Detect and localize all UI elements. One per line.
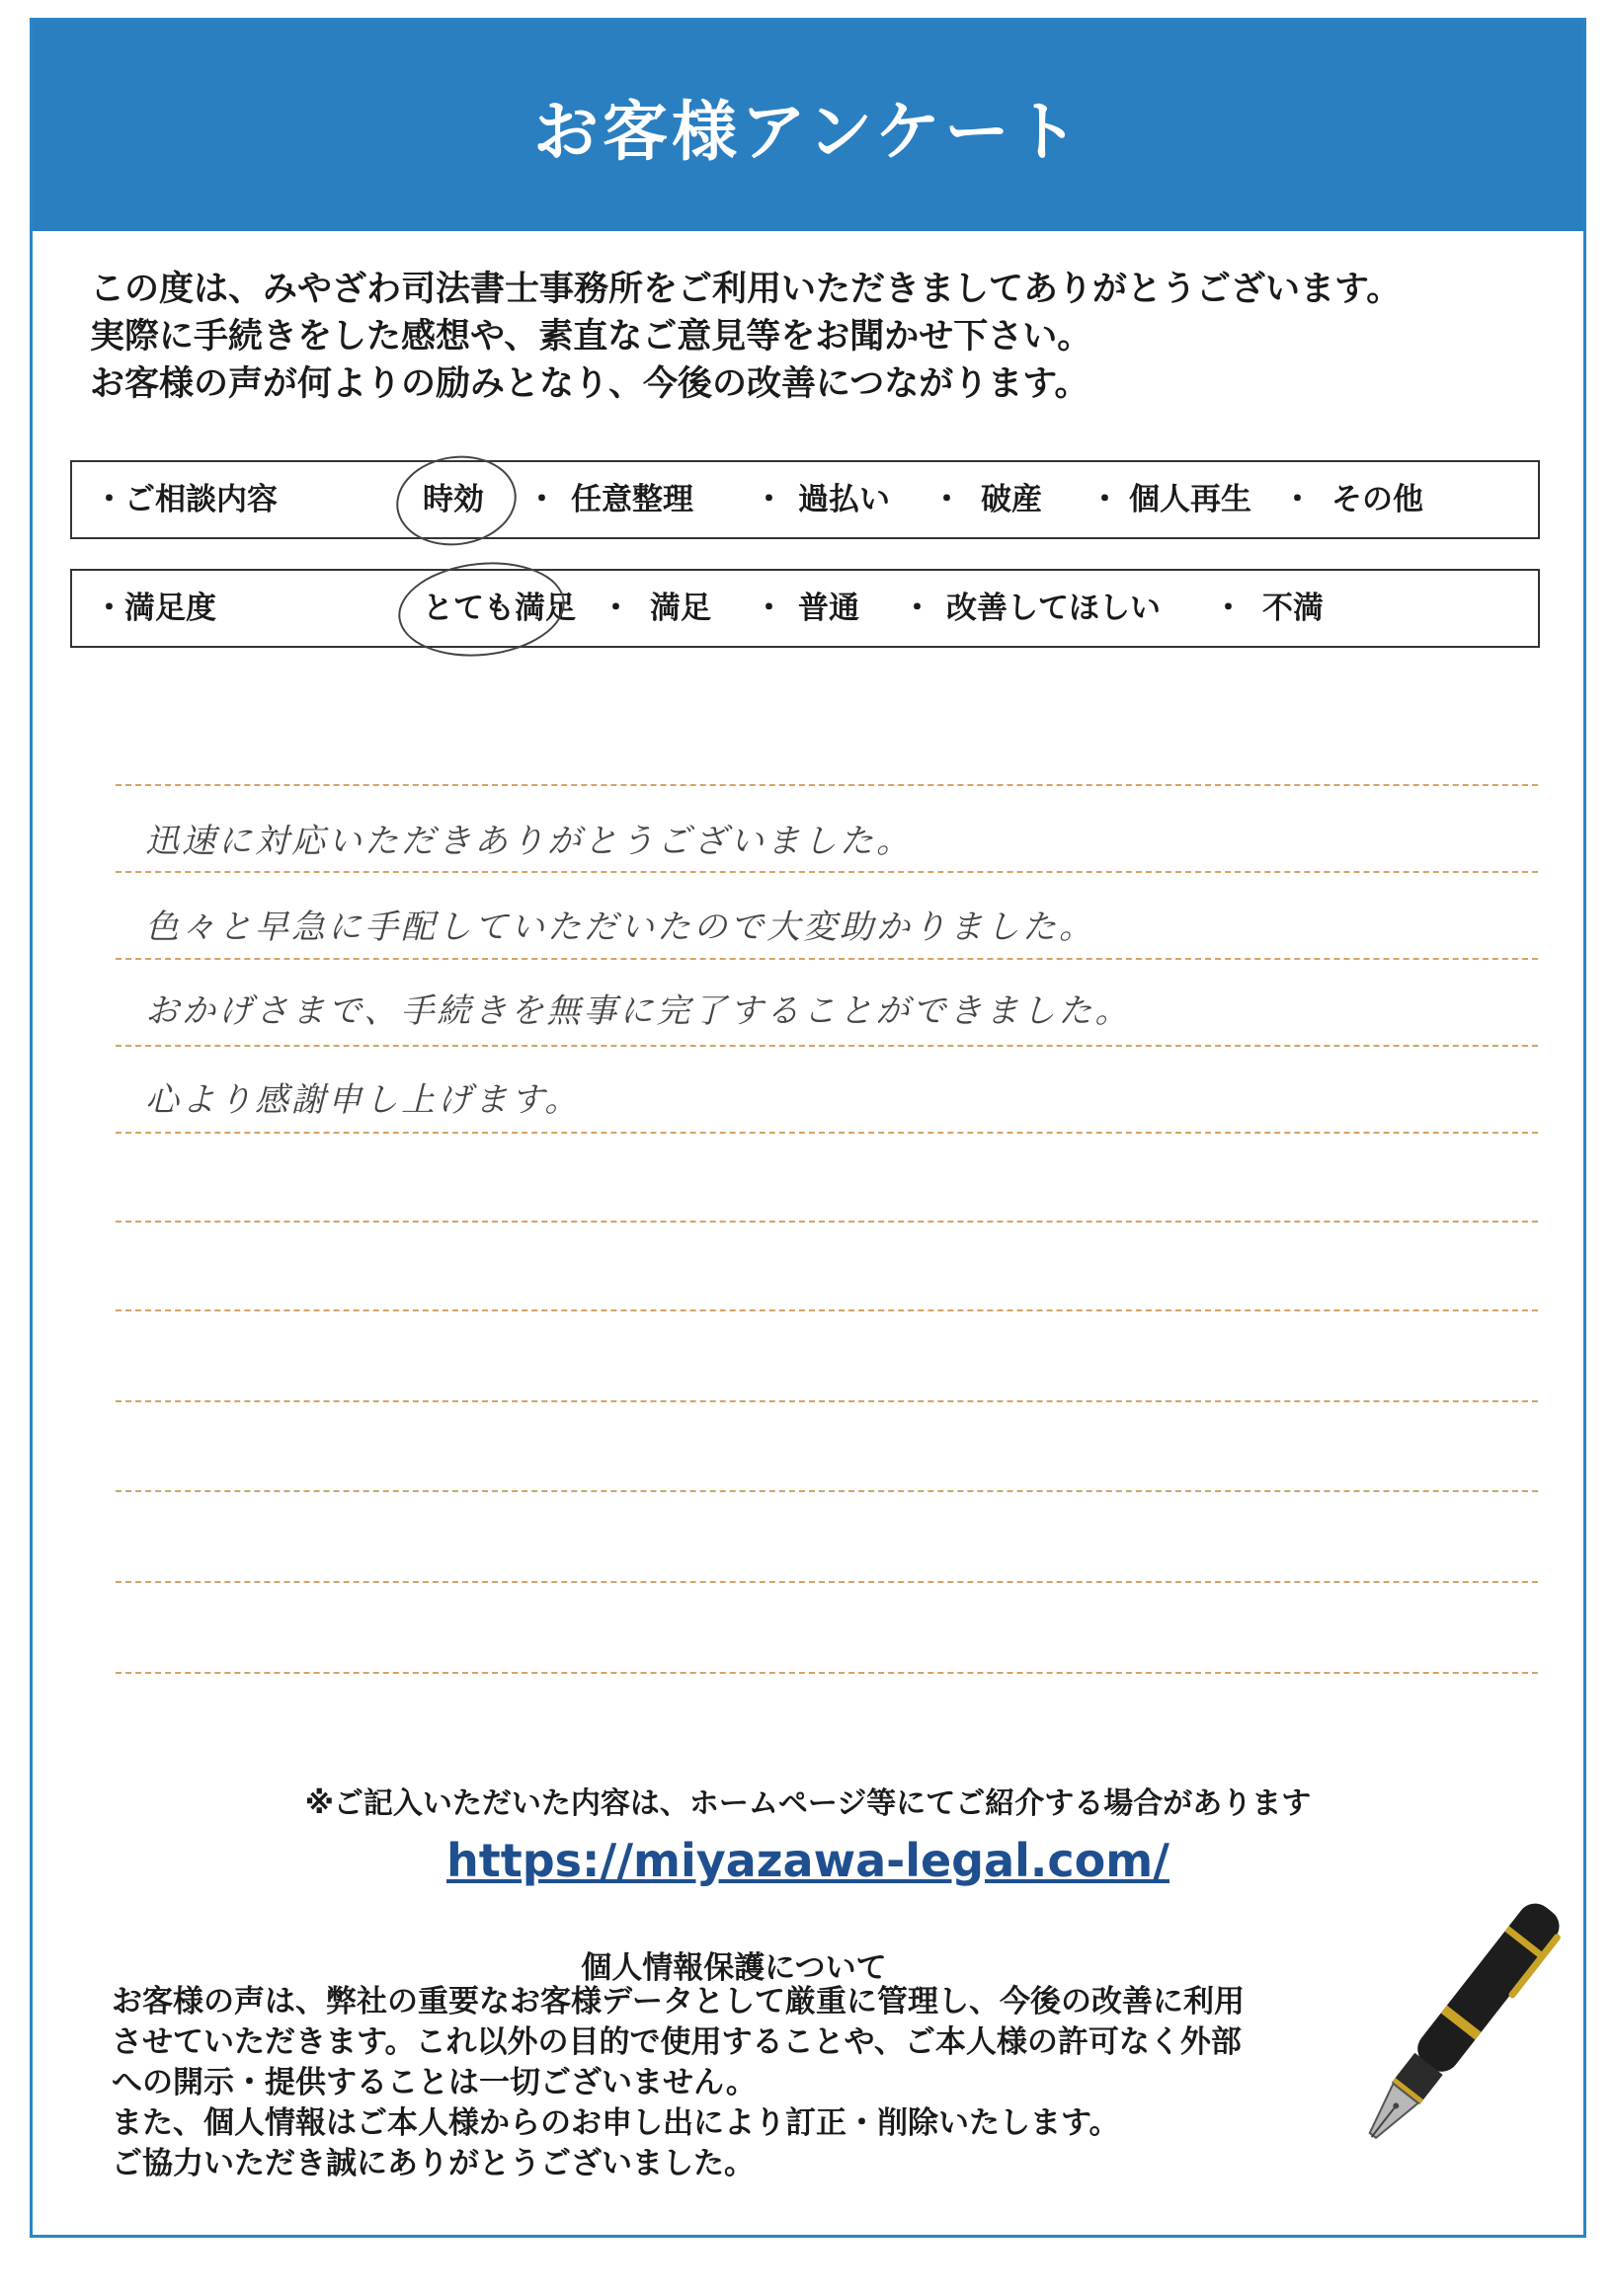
ruled-line: [116, 958, 1538, 960]
ruled-line: [116, 784, 1538, 786]
ruled-line: [116, 1309, 1538, 1311]
ruled-line: [116, 1490, 1538, 1492]
ruled-line: [116, 1132, 1538, 1134]
intro-line: お客様の声が何よりの励みとなり、今後の改善につながります。: [90, 364, 1089, 404]
page-title: お客様アンケート: [532, 94, 1084, 170]
privacy-line: ご協力いただき誠にありがとうございました。: [112, 2146, 755, 2181]
consultation-option[interactable]: 破産: [981, 482, 1042, 517]
satisfaction-label: ・満足度: [94, 591, 216, 626]
handwritten-comment: おかげさまで、手続きを無事に完了することができました。: [145, 991, 1132, 1031]
intro-line: この度は、みやざわ司法書士事務所をご利用いただきましてありがとうございます。: [90, 270, 1402, 309]
satisfaction-option[interactable]: 改善してほしい: [946, 591, 1161, 626]
consultation-option-selected[interactable]: 時効: [423, 482, 484, 517]
ruled-line: [116, 871, 1538, 873]
privacy-text: [112, 1982, 1336, 2184]
separator-dot: ・: [1282, 482, 1313, 517]
privacy-heading: 個人情報保護について: [581, 1950, 887, 1986]
satisfaction-option[interactable]: 不満: [1262, 591, 1324, 626]
separator-dot: ・: [1089, 482, 1120, 517]
hand-drawn-circle-mark: [390, 448, 522, 553]
privacy-line: また、個人情報はご本人様からのお申し出により訂正・削除いたします。: [112, 2105, 1120, 2141]
privacy-line: への開示・提供することは一切ございません。: [112, 2065, 757, 2100]
website-link[interactable]: https://miyazawa-legal.com/: [446, 1834, 1169, 1887]
publication-notice: ※ご記入いただいた内容は、ホームページ等にてご紹介する場合があります: [304, 1786, 1312, 1821]
separator-dot: ・: [754, 591, 784, 626]
consultation-option[interactable]: 個人再生: [1129, 482, 1251, 517]
satisfaction-option[interactable]: 満足: [650, 591, 711, 626]
handwritten-comment: 迅速に対応いただきありがとうございました。: [145, 822, 913, 861]
survey-sheet: [30, 18, 1586, 2238]
satisfaction-question: [70, 569, 1540, 648]
separator-dot: ・: [601, 591, 631, 626]
consultation-option[interactable]: 任意整理: [571, 482, 693, 517]
handwritten-comment: 色々と早急に手配していただいたので大変助かりました。: [145, 908, 1095, 947]
separator-dot: ・: [931, 482, 962, 517]
header-banner: [33, 21, 1583, 231]
fountain-pen-icon: [1327, 1867, 1583, 2193]
intro-line: 実際に手続きをした感想や、素直なご意見等をお聞かせ下さい。: [90, 317, 1092, 356]
ruled-line: [116, 1672, 1538, 1674]
ruled-line: [116, 1581, 1538, 1583]
consultation-question: [70, 460, 1540, 539]
ruled-line: [116, 1045, 1538, 1047]
handwritten-comment: 心より感謝申し上げます。: [145, 1080, 582, 1120]
satisfaction-option-selected[interactable]: とても満足: [423, 591, 576, 626]
privacy-line: させていただきます。これ以外の目的で使用することや、ご本人様の許可なく外部: [112, 2024, 1242, 2060]
consultation-option[interactable]: 過払い: [798, 482, 890, 517]
ruled-line: [116, 1221, 1538, 1223]
consultation-label: ・ご相談内容: [94, 482, 278, 517]
ruled-line: [116, 1400, 1538, 1402]
separator-dot: ・: [902, 591, 932, 626]
separator-dot: ・: [1213, 591, 1244, 626]
separator-dot: ・: [526, 482, 557, 517]
separator-dot: ・: [754, 482, 784, 517]
consultation-option[interactable]: その他: [1331, 482, 1423, 517]
satisfaction-option[interactable]: 普通: [798, 591, 859, 626]
privacy-line: お客様の声は、弊社の重要なお客様データとして厳重に管理し、今後の改善に利用: [112, 1984, 1245, 2019]
intro-text: [90, 266, 1532, 408]
